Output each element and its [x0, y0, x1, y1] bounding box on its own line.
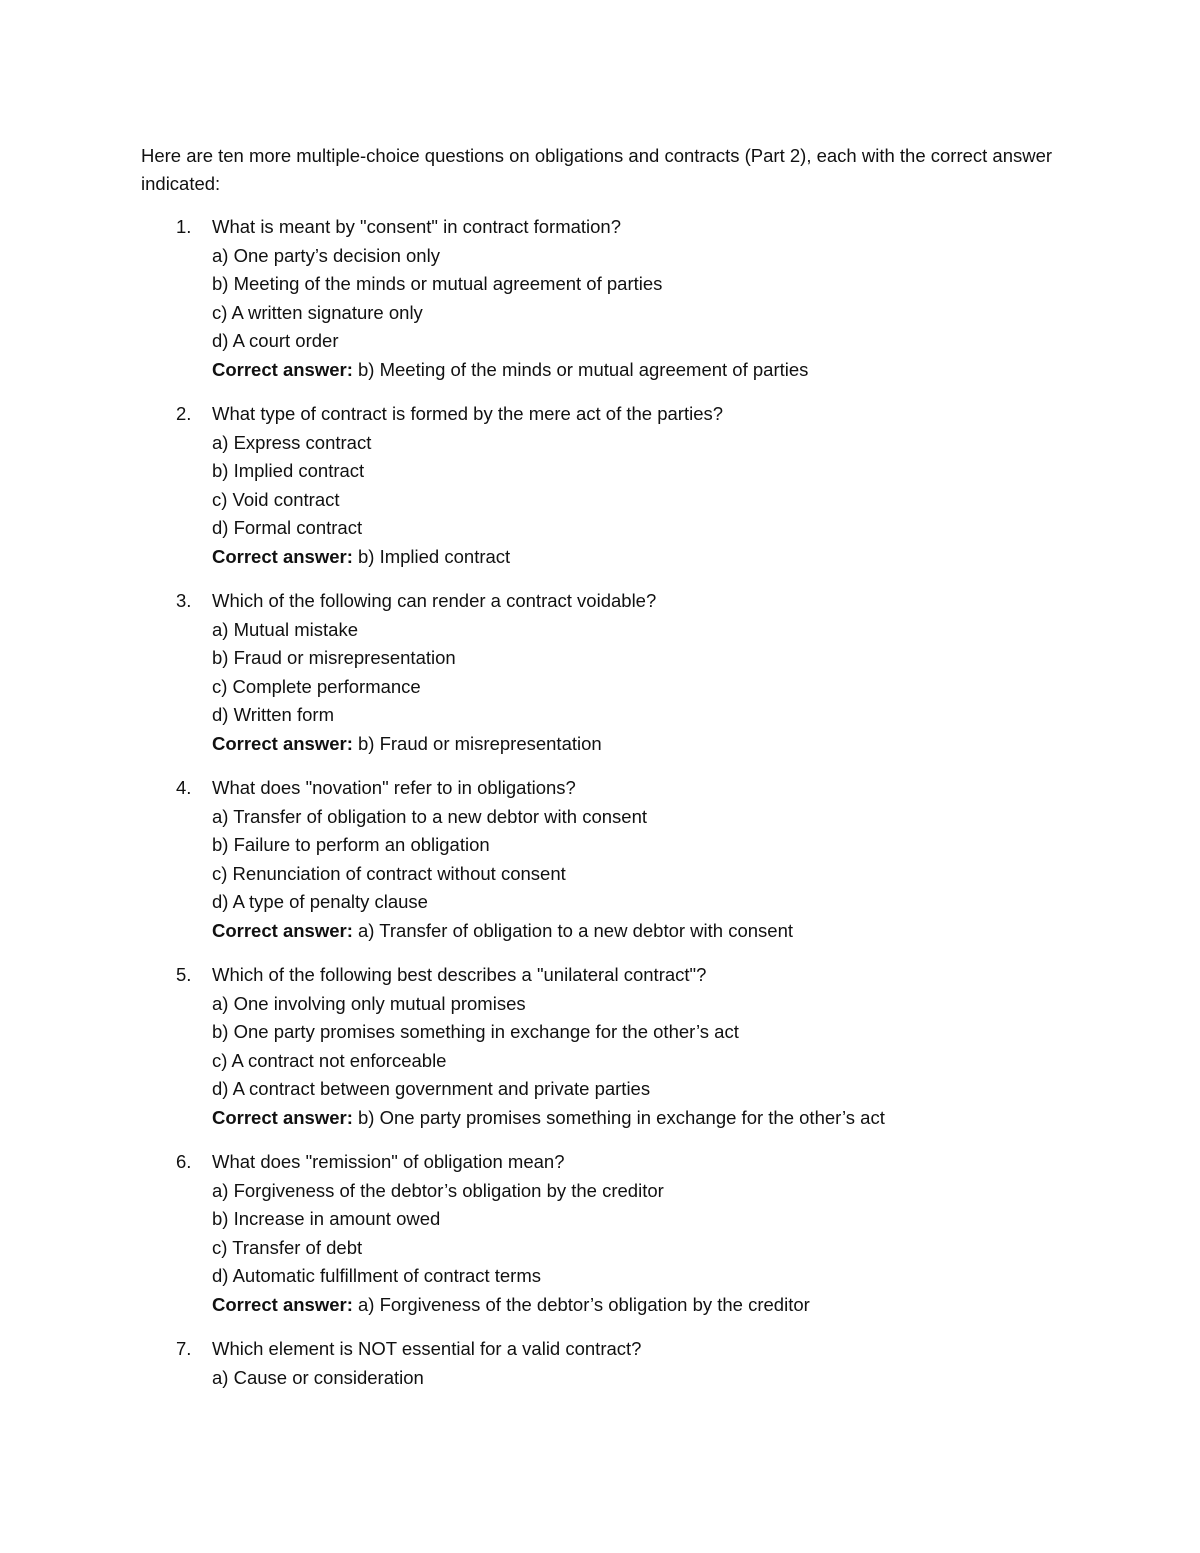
option-a: a) Transfer of obligation to a new debtor with consent — [212, 805, 648, 827]
question-5 — [141, 961, 1071, 1132]
question-2 — [141, 400, 1071, 571]
option-d: d) Automatic fulfillment of contract terms — [212, 1265, 542, 1286]
option-c: c) Renunciation of contract without consent — [212, 862, 566, 884]
question-text: What does "remission" of obligation mean? — [212, 1151, 565, 1172]
question-text: Which of the following best describes a "unilateral contract"? — [212, 964, 707, 985]
question-1 — [141, 213, 1071, 384]
question-4 — [141, 774, 1071, 945]
option-d: d) A contract between government and private parties — [212, 1078, 651, 1099]
option-d: d) A court order — [212, 330, 339, 351]
question-number: 5. — [176, 964, 192, 985]
option-d: d) A type of penalty clause — [212, 891, 428, 912]
correct-answer — [212, 1104, 1071, 1133]
option-d: d) Formal contract — [212, 517, 363, 538]
correct-answer — [212, 356, 1071, 385]
option-b: b) One party promises something in exchange for the other’s act — [212, 1021, 739, 1042]
question-number: 7. — [176, 1338, 192, 1359]
option-b: b) Meeting of the minds or mutual agreement of parties — [212, 273, 663, 294]
question-text: What does "novation" refer to in obligations? — [212, 777, 576, 798]
option-c: c) A contract not enforceable — [212, 1049, 447, 1071]
correct-answer-label: Correct answer: — [212, 919, 353, 941]
correct-answer-text: b) Fraud or misrepresentation — [352, 732, 602, 754]
option-c: c) Transfer of debt — [212, 1236, 363, 1258]
question-6 — [141, 1148, 1071, 1319]
option-a: a) One involving only mutual promises — [212, 992, 526, 1014]
correct-answer-text: a) Transfer of obligation to a new debtor with consent — [352, 919, 794, 941]
question-text: What is meant by "consent" in contract formation? — [212, 216, 622, 237]
question-list — [141, 213, 1071, 1408]
correct-answer — [212, 730, 1071, 759]
option-b: b) Increase in amount owed — [212, 1208, 441, 1229]
correct-answer — [212, 1291, 1071, 1320]
correct-answer-text: b) Meeting of the minds or mutual agreement of parties — [352, 358, 809, 380]
correct-answer-label: Correct answer: — [212, 1106, 353, 1128]
question-number: 4. — [176, 777, 192, 798]
option-c: c) Complete performance — [212, 675, 421, 697]
correct-answer-label: Correct answer: — [212, 732, 353, 754]
option-a: a) Forgiveness of the debtor’s obligation by the creditor — [212, 1179, 664, 1201]
correct-answer-text: b) Implied contract — [352, 545, 511, 567]
question-number: 6. — [176, 1151, 192, 1172]
option-b: b) Failure to perform an obligation — [212, 834, 490, 855]
correct-answer-label: Correct answer: — [212, 358, 353, 380]
question-number: 2. — [176, 403, 192, 424]
option-c: c) Void contract — [212, 488, 340, 510]
option-c: c) A written signature only — [212, 301, 423, 323]
question-text: Which element is NOT essential for a valid contract? — [212, 1338, 642, 1359]
option-d: d) Written form — [212, 704, 334, 725]
correct-answer-text: a) Forgiveness of the debtor’s obligation by the creditor — [352, 1293, 810, 1315]
question-number: 3. — [176, 590, 192, 611]
question-number: 1. — [176, 216, 192, 237]
option-b: b) Fraud or misrepresentation — [212, 647, 456, 668]
option-a: a) Express contract — [212, 431, 372, 453]
correct-answer-label: Correct answer: — [212, 1293, 353, 1315]
option-a: a) One party’s decision only — [212, 244, 440, 266]
correct-answer-text: b) One party promises something in exchange for the other’s act — [352, 1106, 885, 1128]
correct-answer — [212, 543, 1071, 572]
option-a: a) Mutual mistake — [212, 618, 358, 640]
option-b: b) Implied contract — [212, 460, 365, 481]
question-3 — [141, 587, 1071, 758]
question-text: What type of contract is formed by the mere act of the parties? — [212, 403, 724, 424]
correct-answer — [212, 917, 1071, 946]
question-7 — [141, 1335, 1071, 1392]
correct-answer-label: Correct answer: — [212, 545, 353, 567]
option-a: a) Cause or consideration — [212, 1366, 424, 1388]
intro-paragraph: Here are ten more multiple-choice questions on obligations and contracts (Part 2), each with the correct answer indicated: — [141, 145, 1053, 194]
question-text: Which of the following can render a contract voidable? — [212, 590, 657, 611]
